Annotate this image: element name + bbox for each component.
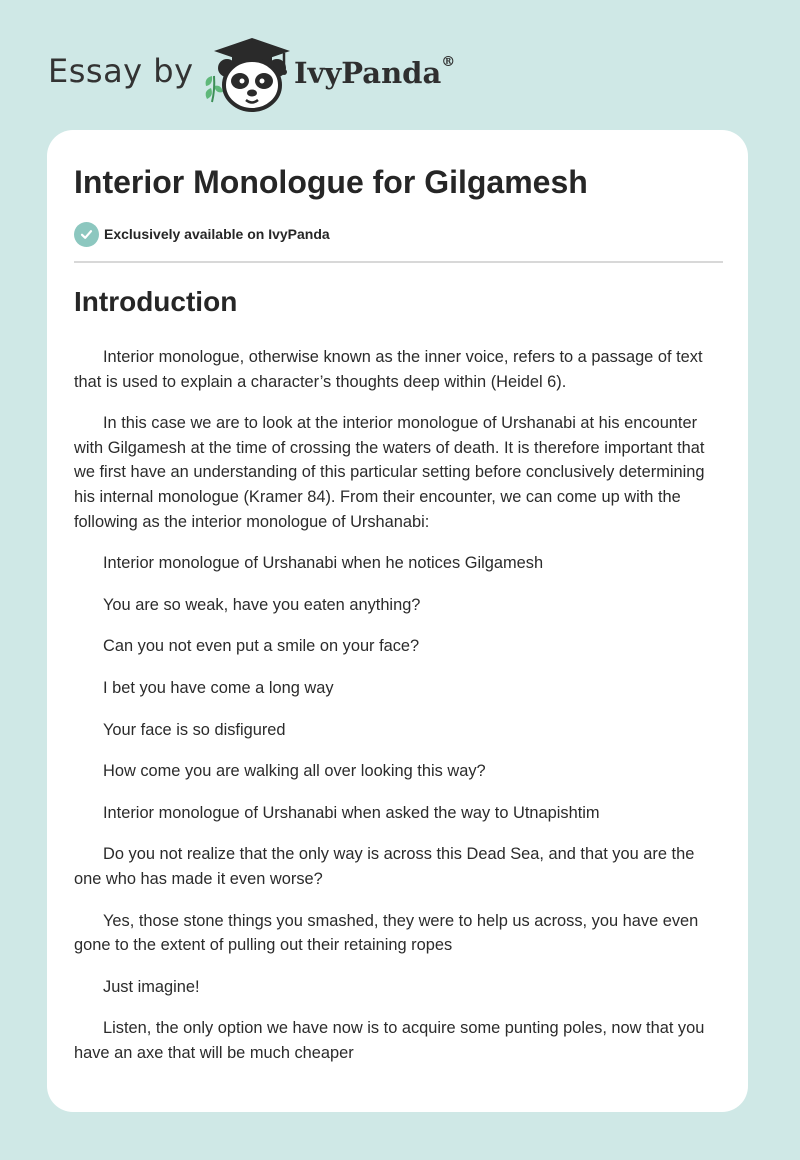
panda-graduate-icon[interactable] xyxy=(202,36,294,112)
page-title: Interior Monologue for Gilgamesh xyxy=(74,164,588,200)
paragraph: How come you are walking all over looking this way? xyxy=(103,762,486,781)
paragraph: I bet you have come a long way xyxy=(103,678,334,697)
paragraph: Interior monologue of Urshanabi when asked the way to Utnapishtim xyxy=(103,803,600,822)
paragraph: Yes, those stone things you smashed, they were to help us across, you have even gone to the extent of pulling out their retaining ropes xyxy=(74,911,699,955)
exclusive-badge xyxy=(74,222,330,246)
paragraph: Listen, the only option we have now is to acquire some punting poles, now that you have an axe that will be much cheaper xyxy=(74,1019,705,1062)
paragraph: You are so weak, have you eaten anything? xyxy=(103,595,421,614)
section-heading: Introduction xyxy=(74,286,238,317)
paragraph: Can you not even put a smile on your face? xyxy=(103,637,420,656)
check-circle-icon xyxy=(74,222,99,247)
paragraph: Your face is so disfigured xyxy=(103,720,286,739)
essay-body xyxy=(74,345,724,1082)
paragraph: Just imagine! xyxy=(103,977,200,996)
paragraph: Interior monologue of Urshanabi when he notices Gilgamesh xyxy=(103,554,544,573)
divider xyxy=(74,261,723,263)
brand-name[interactable]: IvyPanda® xyxy=(294,54,456,90)
paragraph: Interior monologue, otherwise known as the inner voice, refers to a passage of text that is used to explain a character’s thoughts deep within (Heidel 6). xyxy=(74,348,703,391)
paragraph: Do you not realize that the only way is across this Dead Sea, and that you are the one who has made it even worse? xyxy=(74,845,695,888)
exclusive-label: Exclusively available on IvyPanda xyxy=(104,226,330,242)
essay-by-label: Essay by xyxy=(48,52,194,90)
registered-mark: ® xyxy=(441,54,456,70)
paragraph: In this case we are to look at the interior monologue of Urshanabi at his encounter with Gilgamesh at the time of crossing the waters of death. It is therefore important that we first have an understanding of this particular setting before conclusively determining his internal monologue (Kramer 84). From their encounter, we can come up with the following as the interior monologue of Urshanabi: xyxy=(74,414,705,531)
essay-card xyxy=(47,130,748,1112)
site-header xyxy=(48,34,548,114)
